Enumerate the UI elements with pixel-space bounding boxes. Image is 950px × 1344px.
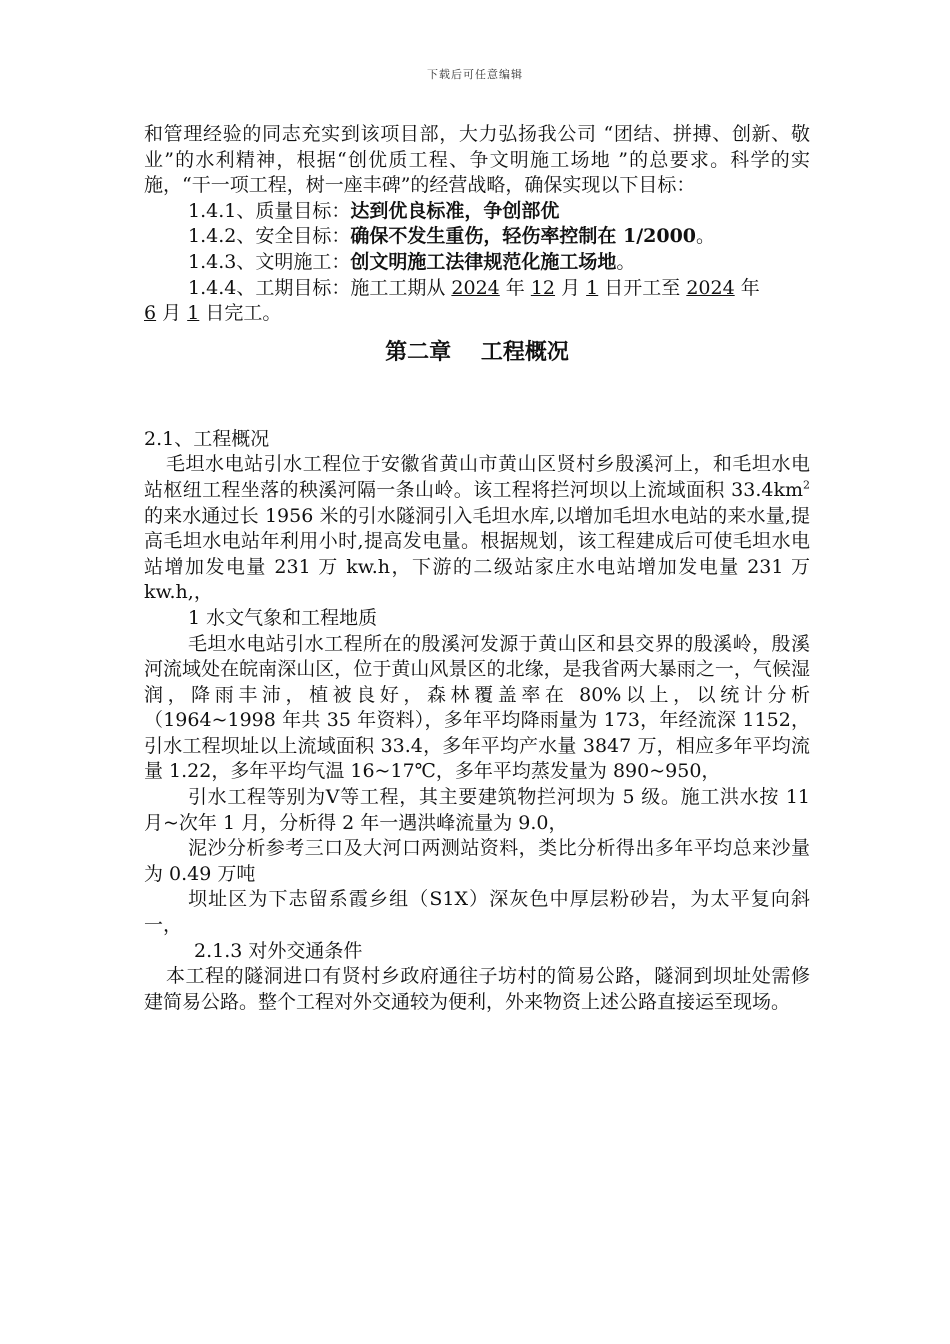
section-title: 2.1、工程概况 xyxy=(144,427,270,450)
start-day: 1 xyxy=(586,276,599,299)
hydrology-paragraph: 毛坦水电站引水工程所在的殷溪河发源于黄山区和县交界的殷溪岭，殷溪河流域处在皖南深山区，位于黄山风景区的北缘，是我省两大暴雨之一，气候湿润，降雨丰沛，植被良好，森林覆盖率在 80%以上，以统计分析（1964~1998 年共 35 年资料），多年平均降雨量为 173，年经流深 1152，引水工程坝址以上流域面积 33.4，多年平均产水量 3847 万，相应多年平均流量 1.22，多年平均气温 16~17℃，多年平均蒸发量为 890~950， xyxy=(144,632,810,783)
geology-paragraph: 坝址区为下志留系霞乡组（S1X）深灰色中厚层粉砂岩，为太平复向斜一， xyxy=(144,888,810,937)
subsection-traffic-title: 2.1.3 对外交通条件 xyxy=(194,939,363,962)
goal-tail: 。 xyxy=(616,250,636,273)
end-year: 2024 xyxy=(686,276,735,299)
chapter-title: 第二章 工程概况 xyxy=(385,338,569,365)
goal-schedule xyxy=(144,276,810,302)
superscript: 2 xyxy=(803,478,810,492)
end-month: 6 xyxy=(144,302,157,325)
document-body xyxy=(144,122,810,1015)
goal-label: 1.4.3、文明施工： xyxy=(188,250,351,273)
goal-label: 1.4.1、质量目标： xyxy=(188,199,351,222)
flood-paragraph: 引水工程等别为Ⅴ等工程，其主要建筑物拦河坝为 5 级。施工洪水按 11 月~次年 1 月，分析得 2 年一遇洪峰流量为 9.0， xyxy=(144,786,810,834)
start-year: 2024 xyxy=(451,276,500,299)
page-header: 下载后可任意编辑 xyxy=(427,68,523,81)
goal-schedule-cont xyxy=(144,301,810,327)
goal-quality xyxy=(144,199,810,225)
intro-paragraph: 和管理经验的同志充实到该项目部，大力弘扬我公司 “团结、拼搏、创新、敬业”的水利精神，根据“创优质工程、争文明施工场地 ”的总要求。科学的实施，“干一项工程，树一座丰碑”的经营战略，确保实现以下目标： xyxy=(144,123,810,197)
overview-text: 毛坦水电站引水工程位于安徽省黄山市黄山区贤村乡殷溪河上，和毛坦水电站枢纽工程坐落的秧溪河隔一条山岭。该工程将拦河坝以上流域面积 33.4km xyxy=(144,453,810,501)
schedule-text: 日完工。 xyxy=(199,302,282,325)
goal-tail: 。 xyxy=(696,225,716,248)
goal-label: 1.4.2、安全目标： xyxy=(188,225,351,248)
goal-value: 创文明施工法律规范化施工场地 xyxy=(350,250,617,273)
sediment-paragraph: 泥沙分析参考三口及大河口两测站资料，类比分析得出多年平均总来沙量为 0.49 万吨 xyxy=(144,837,810,885)
overview-paragraph xyxy=(144,452,810,606)
end-day: 1 xyxy=(187,302,200,325)
schedule-text: 月 xyxy=(156,302,188,325)
traffic-paragraph: 本工程的隧洞进口有贤村乡政府通往子坊村的简易公路，隧洞到坝址处需修建简易公路。整个工程对外交通较为便利，外来物资上述公路直接运至现场。 xyxy=(144,965,810,1013)
schedule-text: 月 xyxy=(555,276,587,299)
start-month: 12 xyxy=(530,276,556,299)
goal-safety xyxy=(144,224,810,250)
subsection-hydrology-title: 1 水文气象和工程地质 xyxy=(188,606,378,629)
schedule-text: 年 xyxy=(734,276,760,299)
schedule-text: 日开工至 xyxy=(598,276,687,299)
goal-civilized xyxy=(144,250,810,276)
overview-text: 的来水通过长 1956 米的引水隧洞引入毛坦水库,以增加毛坦水电站的来水量,提高毛坦水电站年利用小时,提高发电量。根据规划，该工程建成后可使毛坦水电站增加发电量 231 万 kw.h，下游的二级站家庄水电站增加发电量 231 万 kw.h,， xyxy=(144,504,810,604)
goal-value: 确保不发生重伤，轻伤率控制在 1/2000 xyxy=(350,225,697,248)
schedule-text: 年 xyxy=(499,276,531,299)
schedule-prefix: 1.4.4、工期目标：施工工期从 xyxy=(188,276,452,299)
goal-value: 达到优良标准，争创部优 xyxy=(350,199,560,222)
